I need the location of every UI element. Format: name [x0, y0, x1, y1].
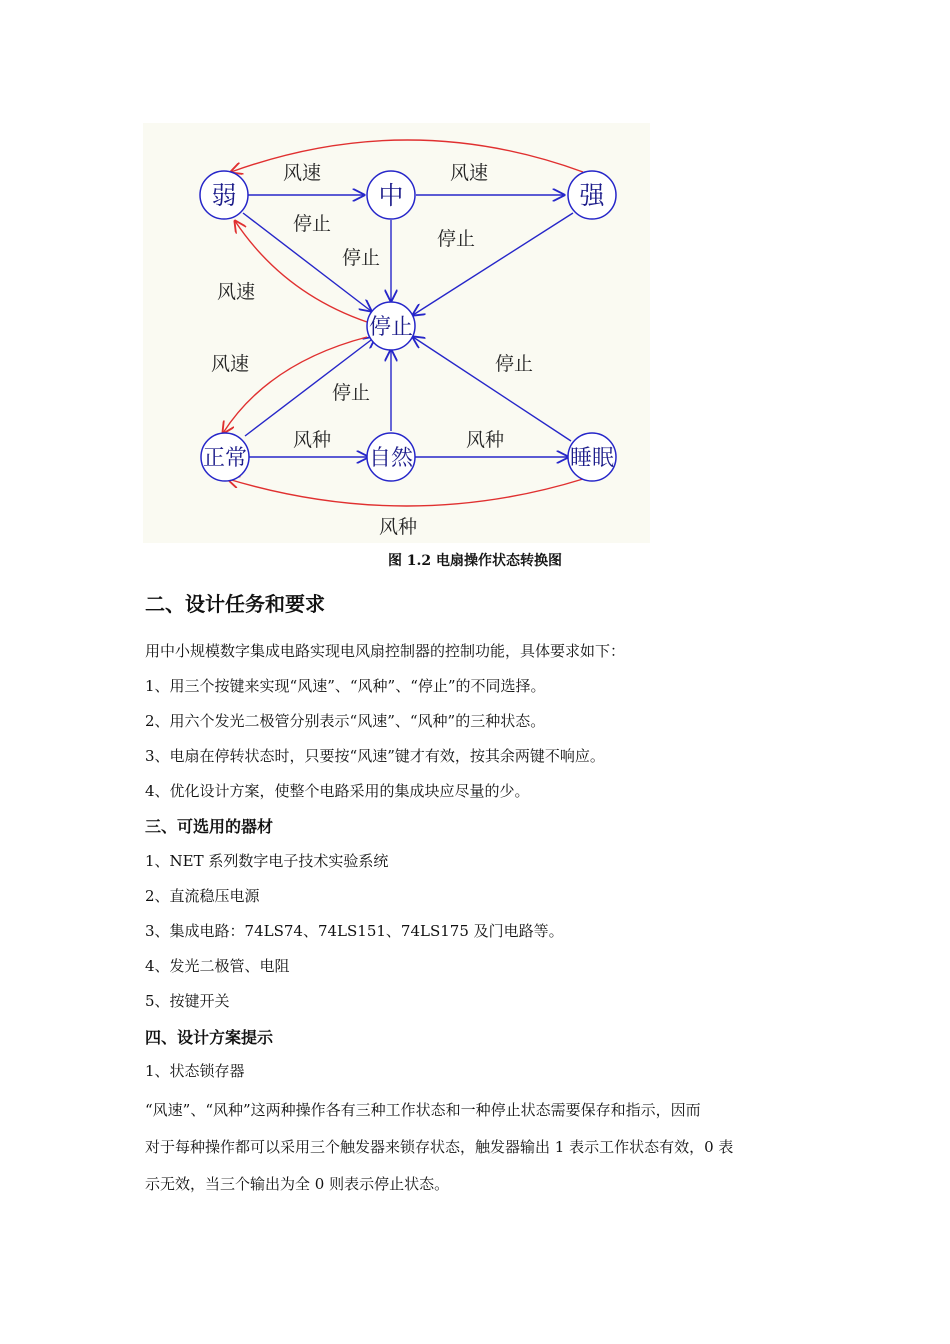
section-2-line-4: 3、电扇在停转状态时，只要按“风速”键才有效，按其余两键不响应。 [145, 747, 605, 765]
node-strong-label: 强 [579, 181, 605, 210]
section-3-line-4: 4、发光二极管、电阻 [145, 957, 290, 975]
label-normal-stop: 停止 [332, 382, 371, 404]
node-stop-label: 停止 [368, 315, 414, 340]
section-3-line-5: 5、按键开关 [145, 992, 230, 1010]
label-weak-stop: 停止 [293, 213, 332, 235]
node-weak-label: 弱 [211, 181, 237, 210]
label-mid-stop: 停止 [342, 247, 381, 269]
section-2-line-1: 用中小规模数字集成电路实现电风扇控制器的控制功能，具体要求如下： [145, 642, 626, 660]
node-normal-label: 正常 [202, 446, 248, 471]
label-sleep-normal: 风种 [379, 516, 418, 538]
label-stop-normal: 风速 [211, 353, 250, 375]
section-3-line-1: 1、NET 系列数字电子技术实验系统 [145, 852, 389, 870]
section-2-line-3: 2、用六个发光二极管分别表示“风速”、“风种”的三种状态。 [145, 712, 546, 730]
section-4-para-line-1: “风速”、“风种”这两种操作各有三种工作状态和一种停止状态需要保存和指示，因而 [145, 1101, 701, 1119]
node-mid-label: 中 [378, 181, 404, 210]
section-4-title: 四、设计方案提示 [145, 1028, 274, 1047]
section-4-para-line-2: 对于每种操作都可以采用三个触发器来锁存状态，触发器输出 1 表示工作状态有效，0 表 [145, 1138, 734, 1156]
label-stop-weak: 风速 [217, 281, 256, 303]
section-2-title: 二、设计任务和要求 [145, 592, 325, 616]
label-strong-stop: 停止 [437, 228, 476, 250]
label-weak-mid: 风速 [283, 162, 322, 184]
section-3-line-2: 2、直流稳压电源 [145, 887, 260, 905]
state-diagram [143, 123, 650, 543]
edge-sleep-normal [228, 479, 583, 506]
label-normal-natural: 风种 [293, 429, 332, 451]
section-4-subtitle: 1、状态锁存器 [145, 1062, 245, 1080]
label-sleep-stop: 停止 [495, 353, 534, 375]
section-3-title: 三、可选用的器材 [145, 817, 274, 836]
section-4-paragraph [145, 1092, 810, 1203]
section-2-line-5: 4、优化设计方案，使整个电路采用的集成块应尽量的少。 [145, 782, 530, 800]
node-natural-label: 自然 [368, 446, 414, 471]
state-diagram-svg [143, 123, 650, 543]
section-4-para-line-3: 示无效，当三个输出为全 0 则表示停止状态。 [145, 1175, 450, 1193]
section-3-line-3: 3、集成电路：74LS74、74LS151、74LS175 及门电路等。 [145, 922, 564, 940]
edge-sleep-stop [413, 337, 571, 441]
section-2-line-2: 1、用三个按键来实现“风速”、“风种”、“停止”的不同选择。 [145, 677, 546, 695]
label-natural-sleep: 风种 [466, 429, 505, 451]
label-mid-strong: 风速 [450, 162, 489, 184]
edge-stop-weak [235, 221, 367, 322]
node-sleep-label: 睡眠 [569, 446, 615, 471]
figure-caption: 图 1.2 电扇操作状态转换图 [387, 553, 563, 569]
